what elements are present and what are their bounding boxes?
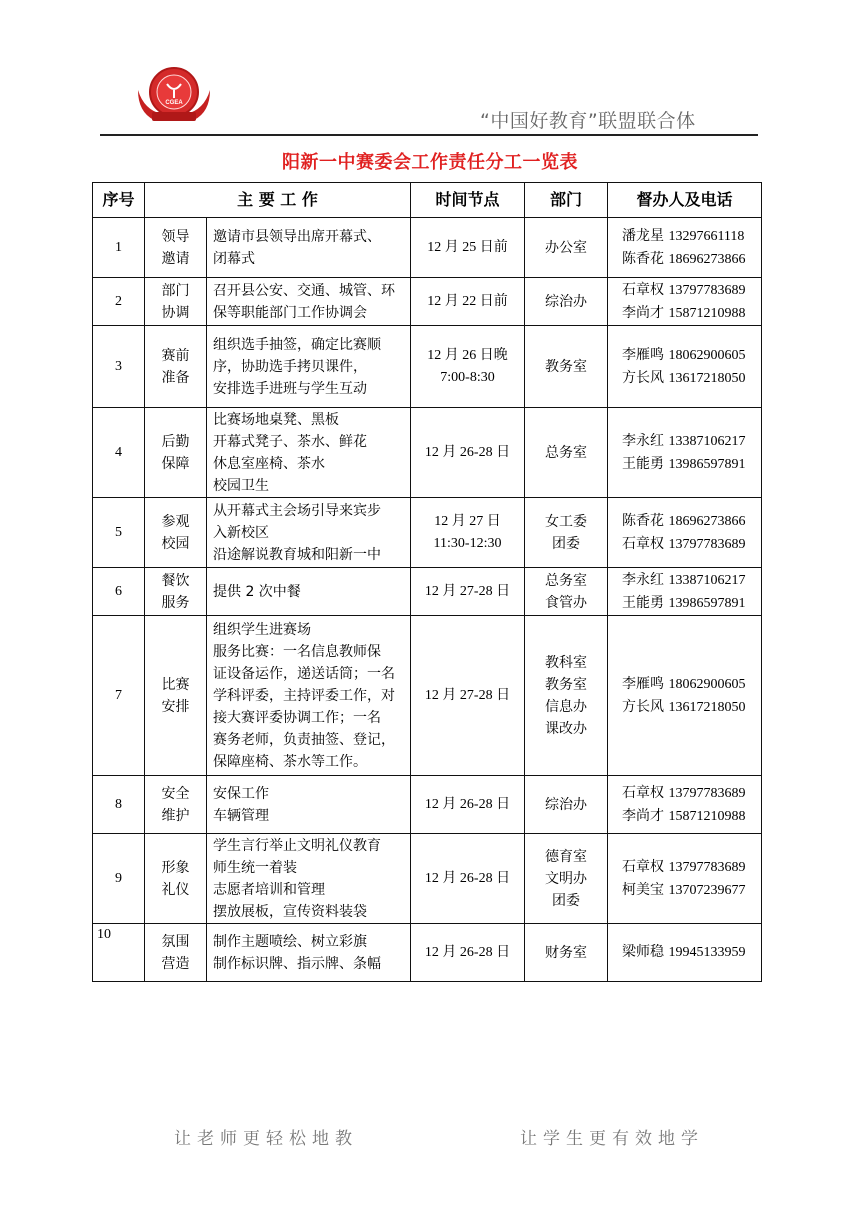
- contact-name: 李永红: [622, 571, 664, 588]
- table-row: [93, 218, 762, 278]
- work-line: 休息室座椅、茶水: [213, 455, 325, 472]
- seq-cell: 7: [93, 616, 145, 776]
- contact-line: [622, 533, 755, 556]
- dept-cell: [525, 616, 608, 776]
- table-row: [93, 326, 762, 408]
- table-row: [93, 616, 762, 776]
- contact-cell: [608, 408, 762, 498]
- header-contact: 督办人及电话: [608, 183, 762, 218]
- dept-cell: [525, 408, 608, 498]
- seq-cell: 2: [93, 278, 145, 326]
- contact-phone: 13986597891: [668, 595, 746, 611]
- work-line: 开幕式凳子、茶水、鲜花: [213, 433, 367, 450]
- contact-line: [622, 782, 755, 805]
- contact-line: [622, 367, 755, 390]
- dept-cell: [525, 776, 608, 834]
- work-line: 学科评委，主持评委工作，对: [213, 687, 395, 704]
- contact-line: [622, 430, 755, 453]
- time-cell: [411, 278, 525, 326]
- time-line: 12 月 26-28 日: [424, 870, 511, 886]
- work-line: 邀请市县领导出席开幕式、: [213, 228, 381, 245]
- category-line: 安排: [161, 698, 190, 715]
- work-cell: [207, 498, 411, 568]
- work-cell: [207, 924, 411, 982]
- seq-cell: 9: [93, 834, 145, 924]
- time-line: 12 月 25 日前: [427, 239, 508, 255]
- category-line: 形象: [161, 859, 190, 876]
- dept-cell: [525, 498, 608, 568]
- work-cell: [207, 326, 411, 408]
- contact-name: 李永红: [622, 432, 664, 449]
- category-line: 氛围: [161, 933, 190, 950]
- contact-phone: 13797783689: [668, 536, 746, 552]
- time-line: 12 月 27-28 日: [424, 583, 511, 599]
- category-line: 营造: [161, 955, 190, 972]
- dept-line: 食管办: [545, 594, 587, 611]
- category-cell: [145, 568, 207, 616]
- dept-cell: [525, 834, 608, 924]
- contact-phone: 13297661118: [668, 228, 745, 244]
- contact-line: [622, 453, 755, 476]
- contact-phone: 18062900605: [668, 676, 746, 692]
- page-title: 阳新一中赛委会工作责任分工一览表: [282, 152, 578, 173]
- contact-name: 方长风: [622, 369, 664, 386]
- contact-line: [622, 344, 755, 367]
- footer-slogan-right: 让学生更有效地学: [520, 1129, 704, 1149]
- contact-line: [622, 248, 755, 271]
- work-cell: [207, 408, 411, 498]
- dept-line: 总务室: [545, 444, 587, 461]
- work-cell: [207, 776, 411, 834]
- table-header-row: [93, 183, 762, 218]
- contact-line: [622, 510, 755, 533]
- category-cell: [145, 218, 207, 278]
- contact-phone: 15871210988: [668, 808, 746, 824]
- contact-cell: [608, 218, 762, 278]
- dept-line: 信息办: [545, 698, 587, 715]
- contact-line: [622, 225, 755, 248]
- contact-cell: [608, 498, 762, 568]
- dept-line: 教科室: [545, 654, 587, 671]
- dept-line: 办公室: [545, 239, 587, 256]
- table-row: [93, 924, 762, 982]
- time-line: 12 月 27 日: [434, 513, 501, 529]
- table-row: [93, 568, 762, 616]
- time-cell: [411, 776, 525, 834]
- work-line: 服务比赛：一名信息教师保: [213, 643, 381, 660]
- category-cell: [145, 834, 207, 924]
- contact-cell: [608, 326, 762, 408]
- dept-line: 总务室: [545, 572, 587, 589]
- contact-phone: 13387106217: [668, 572, 746, 588]
- dept-line: 团委: [552, 535, 580, 552]
- work-line: 沿途解说教育城和阳新一中: [213, 546, 381, 563]
- svg-text:CGEA: CGEA: [165, 100, 183, 106]
- seq-cell: 6: [93, 568, 145, 616]
- category-cell: [145, 498, 207, 568]
- contact-name: 石章权: [622, 858, 664, 875]
- time-line: 12 月 26 日晚: [427, 347, 508, 363]
- category-cell: [145, 326, 207, 408]
- time-cell: [411, 498, 525, 568]
- contact-line: [622, 696, 755, 719]
- footer-slogan-left: 让老师更轻松地教: [174, 1129, 358, 1149]
- contact-cell: [608, 568, 762, 616]
- contact-cell: [608, 834, 762, 924]
- dept-cell: [525, 568, 608, 616]
- time-cell: [411, 616, 525, 776]
- seq-cell: 8: [93, 776, 145, 834]
- table-body: [93, 218, 762, 982]
- contact-phone: 13797783689: [668, 282, 746, 298]
- contact-name: 石章权: [622, 784, 664, 801]
- category-line: 部门: [161, 282, 190, 299]
- dept-line: 教务室: [545, 358, 587, 375]
- category-line: 比赛: [161, 676, 190, 693]
- dept-cell: [525, 924, 608, 982]
- time-cell: [411, 924, 525, 982]
- contact-name: 方长风: [622, 698, 664, 715]
- time-line: 7:00-8:30: [440, 369, 495, 385]
- header-time: 时间节点: [411, 183, 525, 218]
- category-cell: [145, 408, 207, 498]
- work-line: 序，协助选手拷贝课件，: [213, 358, 367, 375]
- contact-phone: 13707239677: [668, 882, 746, 898]
- time-line: 12 月 26-28 日: [424, 944, 511, 960]
- seq-cell: 4: [93, 408, 145, 498]
- dept-line: 教务室: [545, 676, 587, 693]
- category-line: 服务: [161, 594, 190, 611]
- org-name: “中国好教育”联盟联合体: [480, 110, 696, 132]
- work-line: 摆放展板，宣传资料装袋: [213, 903, 367, 920]
- work-line: 接大赛评委协调工作；一名: [213, 709, 381, 726]
- category-line: 准备: [161, 369, 190, 386]
- contact-name: 陈香花: [622, 250, 664, 267]
- work-line: 比赛场地桌凳、黑板: [213, 411, 339, 428]
- work-cell: [207, 568, 411, 616]
- cgea-logo: [134, 64, 214, 128]
- work-line: 赛务老师，负责抽签、登记，: [213, 731, 395, 748]
- work-line: 闭幕式: [213, 250, 255, 267]
- category-line: 赛前: [161, 347, 190, 364]
- contact-name: 王能勇: [622, 594, 664, 611]
- time-cell: [411, 218, 525, 278]
- contact-name: 李尚才: [622, 807, 664, 824]
- work-line: 召开县公安、交通、城管、环: [213, 282, 395, 299]
- header-work: 主 要 工 作: [145, 183, 411, 218]
- header-rule: [100, 134, 758, 136]
- dept-cell: [525, 278, 608, 326]
- time-line: 12 月 26-28 日: [424, 796, 511, 812]
- contact-phone: 13387106217: [668, 433, 746, 449]
- table-row: [93, 278, 762, 326]
- work-line: 组织学生进赛场: [213, 621, 311, 638]
- contact-phone: 13617218050: [668, 699, 746, 715]
- time-line: 11:30-12:30: [433, 535, 502, 551]
- seq-cell: 3: [93, 326, 145, 408]
- contact-name: 李雁鸣: [622, 675, 664, 692]
- dept-line: 财务室: [545, 944, 587, 961]
- work-line: 保障座椅、茶水等工作。: [213, 753, 367, 770]
- work-line: 组织选手抽签，确定比赛顺: [213, 336, 381, 353]
- contact-line: [622, 592, 755, 615]
- contact-cell: [608, 616, 762, 776]
- contact-cell: [608, 924, 762, 982]
- contact-name: 李雁鸣: [622, 346, 664, 363]
- time-line: 12 月 27-28 日: [424, 687, 511, 703]
- work-cell: [207, 616, 411, 776]
- dept-line: 文明办: [545, 870, 587, 887]
- contact-phone: 13617218050: [668, 370, 746, 386]
- contact-line: [622, 879, 755, 902]
- contact-name: 李尚才: [622, 304, 664, 321]
- dept-line: 团委: [552, 892, 580, 909]
- contact-name: 石章权: [622, 281, 664, 298]
- category-line: 邀请: [161, 250, 190, 267]
- table-row: [93, 498, 762, 568]
- work-line: 学生言行举止文明礼仪教育: [213, 837, 381, 854]
- category-line: 领导: [161, 228, 190, 245]
- seq-cell: 1: [93, 218, 145, 278]
- work-line: 车辆管理: [213, 807, 269, 824]
- contact-phone: 18062900605: [668, 347, 746, 363]
- seq-cell: 5: [93, 498, 145, 568]
- contact-phone: 13797783689: [668, 785, 746, 801]
- work-line: 制作主题喷绘、树立彩旗: [213, 933, 367, 950]
- contact-name: 石章权: [622, 535, 664, 552]
- contact-cell: [608, 776, 762, 834]
- contact-name: 潘龙星: [622, 227, 664, 244]
- contact-line: [622, 279, 755, 302]
- work-cell: [207, 278, 411, 326]
- work-line: 证设备运作，递送话筒；一名: [213, 665, 395, 682]
- category-line: 校园: [161, 535, 190, 552]
- time-cell: [411, 326, 525, 408]
- contact-line: [622, 805, 755, 828]
- work-line: 制作标识牌、指示牌、条幅: [213, 955, 381, 972]
- header-dept: 部门: [525, 183, 608, 218]
- contact-name: 王能勇: [622, 455, 664, 472]
- contact-line: [622, 856, 755, 879]
- contact-line: [622, 569, 755, 592]
- category-line: 保障: [161, 455, 190, 472]
- work-cell: [207, 218, 411, 278]
- category-line: 维护: [161, 807, 190, 824]
- table-row: [93, 834, 762, 924]
- contact-phone: 18696273866: [668, 513, 746, 529]
- category-cell: [145, 278, 207, 326]
- contact-phone: 13986597891: [668, 456, 746, 472]
- contact-cell: [608, 278, 762, 326]
- work-line: 入新校区: [213, 524, 269, 541]
- contact-phone: 13797783689: [668, 859, 746, 875]
- contact-phone: 18696273866: [668, 251, 746, 267]
- dept-line: 课改办: [545, 720, 587, 737]
- dept-cell: [525, 218, 608, 278]
- work-line: 安排选手进班与学生互动: [213, 380, 367, 397]
- contact-line: [622, 673, 755, 696]
- work-line: 师生统一着装: [213, 859, 297, 876]
- work-line: 安保工作: [213, 785, 269, 802]
- dept-line: 德育室: [545, 848, 587, 865]
- contact-phone: 15871210988: [668, 305, 746, 321]
- category-line: 安全: [161, 785, 190, 802]
- work-cell: [207, 834, 411, 924]
- category-line: 礼仪: [161, 881, 190, 898]
- work-line: 从开幕式主会场引导来宾步: [213, 502, 381, 519]
- work-line: 提供 2 次中餐: [213, 583, 301, 600]
- category-line: 后勤: [161, 433, 190, 450]
- time-cell: [411, 568, 525, 616]
- contact-name: 柯美宝: [622, 881, 664, 898]
- dept-line: 综治办: [545, 293, 587, 310]
- contact-name: 梁师稳: [622, 944, 664, 960]
- time-line: 12 月 26-28 日: [424, 444, 511, 460]
- time-cell: [411, 834, 525, 924]
- dept-cell: [525, 326, 608, 408]
- duty-table: [92, 182, 762, 982]
- contact-line: [622, 941, 755, 964]
- category-line: 参观: [161, 513, 190, 530]
- dept-line: 综治办: [545, 796, 587, 813]
- category-cell: [145, 616, 207, 776]
- category-line: 餐饮: [161, 572, 190, 589]
- category-line: 协调: [161, 304, 190, 321]
- contact-line: [622, 302, 755, 325]
- contact-name: 陈香花: [622, 512, 664, 529]
- work-line: 保等职能部门工作协调会: [213, 304, 367, 321]
- header-seq: 序号: [93, 183, 145, 218]
- time-line: 12 月 22 日前: [427, 293, 508, 309]
- dept-line: 女工委: [545, 513, 587, 530]
- table-row: [93, 408, 762, 498]
- time-cell: [411, 408, 525, 498]
- category-cell: [145, 776, 207, 834]
- category-cell: [145, 924, 207, 982]
- seq-cell: 10: [93, 924, 145, 982]
- work-line: 志愿者培训和管理: [213, 881, 325, 898]
- table-row: [93, 776, 762, 834]
- contact-phone: 19945133959: [668, 945, 746, 960]
- work-line: 校园卫生: [213, 477, 269, 494]
